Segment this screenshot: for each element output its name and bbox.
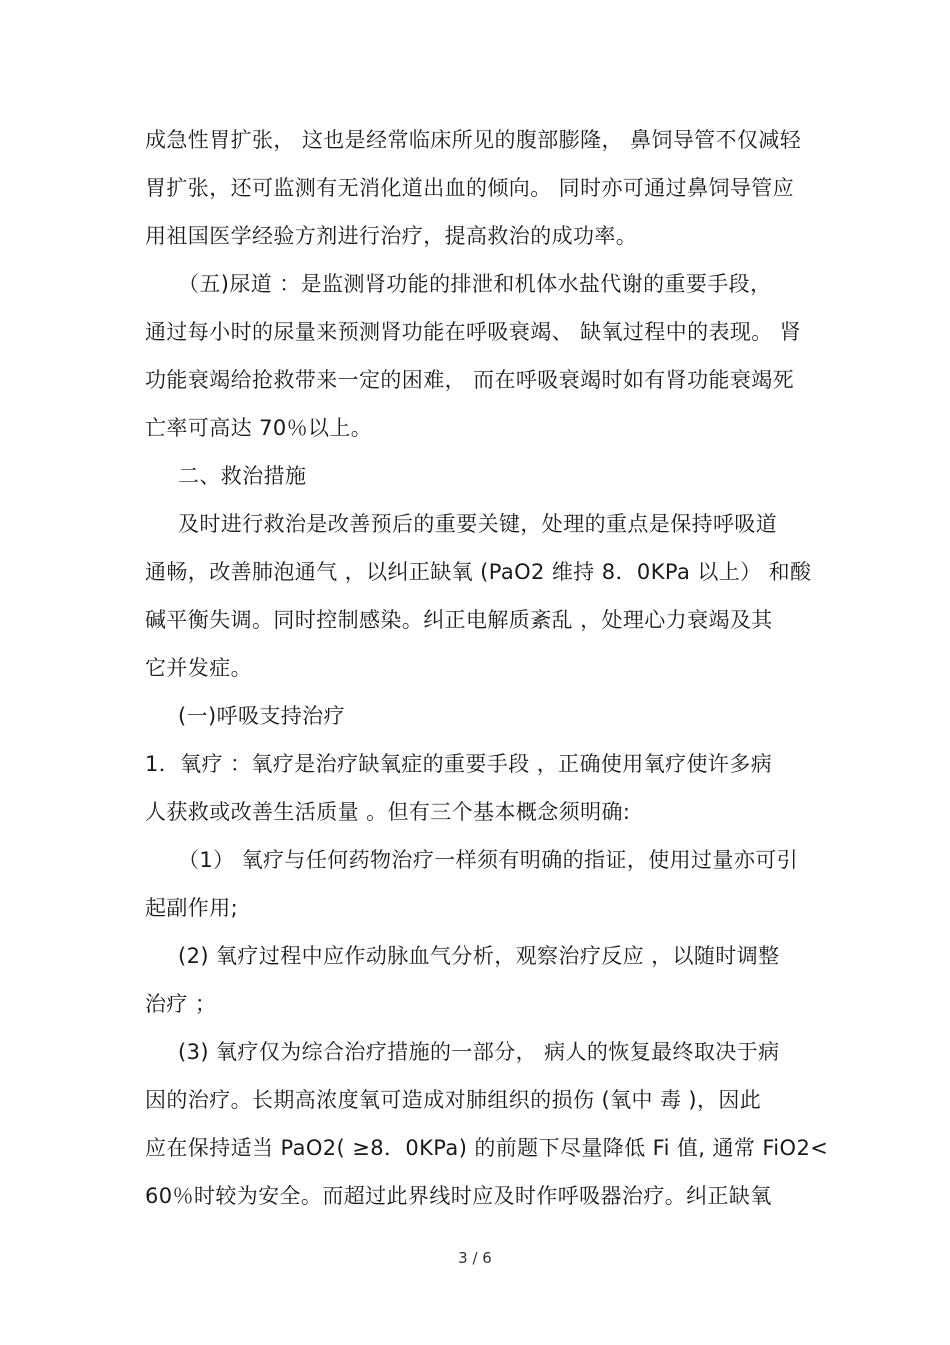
text-line-9: 及时进行救治是改善预后的重要关键，处理的重点是保持呼吸道 <box>178 512 778 536</box>
text-line-7: 亡率可高达 70％以上。 <box>145 416 373 440</box>
text-line-11: 碱平衡失调。同时控制感染。纠正电解质紊乱 ，处理心力衰竭及其 <box>145 608 773 632</box>
list-item-2: (2) 氧疗过程中应作动脉血气分析，观察治疗反应 ，以随时调整 <box>178 944 780 968</box>
section-heading-treatment: 二、救治措施 <box>178 464 307 488</box>
section-heading-urethra: （五)尿道 ：是监测肾功能的排泄和机体水盐代谢的重要手段， <box>178 272 772 296</box>
page-number: 3 / 6 <box>458 1249 492 1267</box>
text-line-22: 应在保持适当 PaO2( ≥8．0KPa) 的前题下尽量降低 Fi 值, 通常 FiO2< <box>145 1136 829 1160</box>
text-line-23: 60％时较为安全。而超过此界线时应及时作呼吸器治疗。纠正缺氧 <box>145 1184 772 1208</box>
text-line-5: 通过每小时的尿量来预测肾功能在呼吸衰竭、 缺氧过程中的表现。 肾 <box>145 320 802 344</box>
text-line-6: 功能衰竭给抢救带来一定的困难， 而在呼吸衰竭时如有肾功能衰竭死 <box>145 368 795 392</box>
text-line-10: 通畅，改善肺泡通气 ，以纠正缺氧 (PaO2 维持 8．0KPa 以上） 和酸 <box>145 560 812 584</box>
text-line-17: 起副作用; <box>145 896 239 920</box>
list-item-1: （1） 氧疗与任何药物治疗一样须有明确的指证，使用过量亦可引 <box>178 848 799 872</box>
list-item-3: (3) 氧疗仅为综合治疗措施的一部分， 病人的恢复最终取决于病 <box>178 1040 780 1064</box>
subsection-heading-respiratory-support: (一)呼吸支持治疗 <box>178 704 345 728</box>
text-line-1: 成急性胃扩张， 这也是经常临床所见的腹部膨隆， 鼻饲导管不仅减轻 <box>145 128 802 152</box>
text-line-19: 治疗 ； <box>145 992 217 1016</box>
text-line-15: 人获救或改善生活质量 。但有三个基本概念须明确: <box>145 800 631 824</box>
text-line-3: 用祖国医学经验方剂进行治疗，提高救治的成功率。 <box>145 224 638 248</box>
text-line-14: 1．氧疗 ：氧疗是治疗缺氧症的重要手段 ，正确使用氧疗使许多病 <box>145 752 773 776</box>
text-line-12: 它并发症。 <box>145 656 252 680</box>
text-line-21: 因的治疗。长期高浓度氧可造成对肺组织的损伤 (氧中 毒 )，因此 <box>145 1088 762 1112</box>
text-line-2: 胃扩张，还可监测有无消化道出血的倾向。 同时亦可通过鼻饲导管应 <box>145 176 795 200</box>
